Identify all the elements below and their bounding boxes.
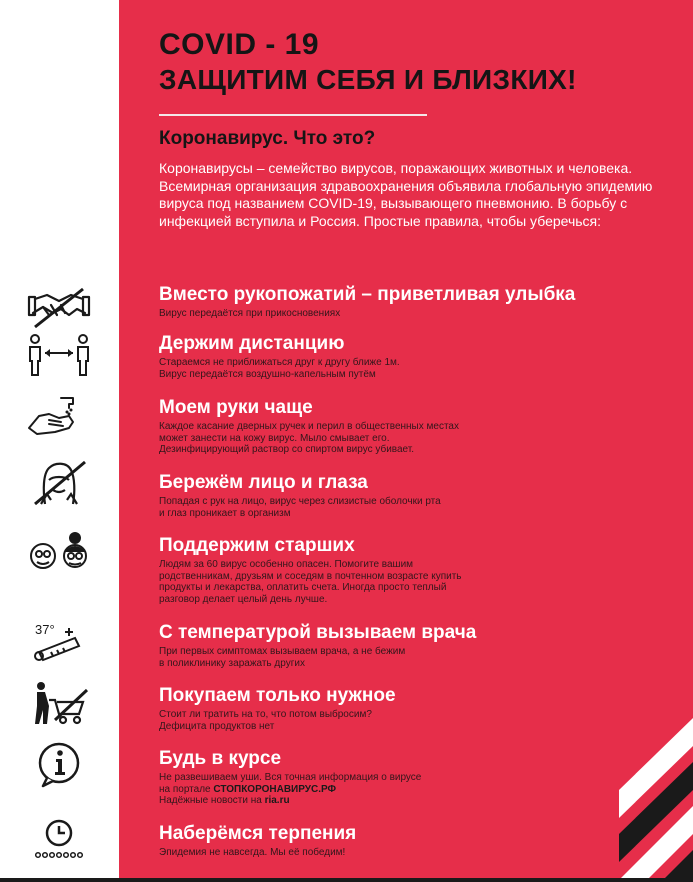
rule-line: в поликлинику заражать других [159, 657, 305, 669]
rule-description [159, 847, 679, 859]
rule-elderly [159, 535, 679, 605]
thermometer-icon [25, 618, 93, 664]
rule-line: Вирус передаётся при прикосновениях [159, 308, 341, 319]
rule-face [159, 472, 679, 519]
rule-line: Людям за 60 вирус особенно опасен. Помогите вашим [159, 559, 414, 570]
rule-description [159, 496, 679, 519]
rule-title: Поддержим старших [159, 535, 355, 556]
rule-wash-hands [159, 397, 679, 456]
intro-heading: Коронавирус. Что это? [159, 128, 376, 149]
distance-icon [25, 333, 93, 379]
rule-line: разговор делает целый день лучше. [159, 593, 328, 605]
title-covid: COVID - 19 [159, 28, 320, 61]
clock-icon [25, 815, 93, 861]
intro-text: Коронавирусы – семейство вирусов, поражающих животных и человека. Всемирная организация здравоохранения объявила глобальную эпидемию вируса под названием COVID-19, вызывающего пневмонию. В борьбу с инфекцией вступила и Россия. Простые правила, чтобы уберечься: [159, 160, 653, 229]
rule-line: При первых симптомах вызываем врача, а не бежим [159, 646, 406, 657]
icon-sidebar [0, 0, 119, 882]
rule-title: Наберёмся терпения [159, 823, 357, 844]
rule-stay-informed [159, 748, 679, 807]
rule-title: Моем руки чаще [159, 397, 313, 418]
rule-line-portal [159, 784, 679, 796]
bottom-border [0, 878, 693, 882]
rule-line: Каждое касание дверных ручек и перил в общественных местах [159, 421, 459, 432]
hand-washing-icon [25, 394, 93, 440]
rule-description [159, 709, 679, 732]
rule-line: Стоит ли тратить на то, что потом выбросим? [159, 709, 372, 720]
rule-description [159, 421, 679, 456]
portal-prefix: на портале [159, 783, 214, 795]
rule-line: Эпидемия не навсегда. Мы её победим! [159, 847, 346, 858]
rule-title: Будь в курсе [159, 748, 282, 769]
portal-site-link[interactable]: СТОПКОРОНАВИРУС.РФ [213, 783, 337, 795]
news-site-link[interactable]: ria.ru [264, 795, 290, 806]
rule-line: Стараемся не приближаться друг к другу ближе 1м. [159, 357, 400, 368]
rule-title: Бережём лицо и глаза [159, 472, 368, 493]
rule-title: Покупаем только нужное [159, 685, 396, 706]
rule-line-news [159, 795, 679, 807]
elderly-couple-icon [25, 532, 93, 578]
rule-description [159, 559, 679, 605]
rule-description [159, 772, 679, 807]
rule-shopping [159, 685, 679, 732]
rule-patience [159, 823, 679, 859]
no-shopping-cart-icon [25, 680, 93, 726]
rule-line: может занести на кожу вирус. Мыло смывает его. [159, 432, 390, 444]
rule-line: продукты и лекарства, оплатить счета. Иногда просто теплый [159, 582, 447, 593]
covid-poster [119, 0, 693, 878]
thermometer-value: 37° [35, 622, 55, 637]
news-prefix: Надёжные новости на [159, 795, 265, 806]
rule-temperature [159, 622, 679, 669]
info-icon [25, 742, 93, 788]
no-handshake-icon [25, 285, 93, 331]
rule-line: Вирус передаётся воздушно-капельным путём [159, 368, 376, 380]
rule-description [159, 646, 679, 669]
rule-title: Вместо рукопожатий – приветливая улыбка [159, 284, 576, 305]
rule-description [159, 308, 679, 320]
rule-distance [159, 333, 679, 380]
diagonal-stripes [619, 718, 693, 878]
rule-line: родственникам, друзьям и соседям в почтенном возрасте купить [159, 570, 462, 582]
rule-line: Дефицита продуктов нет [159, 720, 275, 732]
no-face-touching-icon [25, 460, 93, 506]
rule-line: и глаз проникает в организм [159, 507, 291, 519]
title-protect: ЗАЩИТИМ СЕБЯ И БЛИЗКИХ! [159, 64, 577, 95]
rule-description [159, 357, 679, 380]
rule-line: Попадая с рук на лицо, вирус через слизистые оболочки рта [159, 496, 441, 507]
title-divider [159, 114, 427, 116]
rule-line: Дезинфицирующий раствор со спиртом вирус убивает. [159, 444, 415, 455]
rule-line: Не развешиваем уши. Вся точная информация о вирусе [159, 772, 422, 783]
rule-title: С температурой вызываем врача [159, 622, 477, 643]
rule-title: Держим дистанцию [159, 333, 345, 354]
rule-handshake [159, 284, 679, 320]
